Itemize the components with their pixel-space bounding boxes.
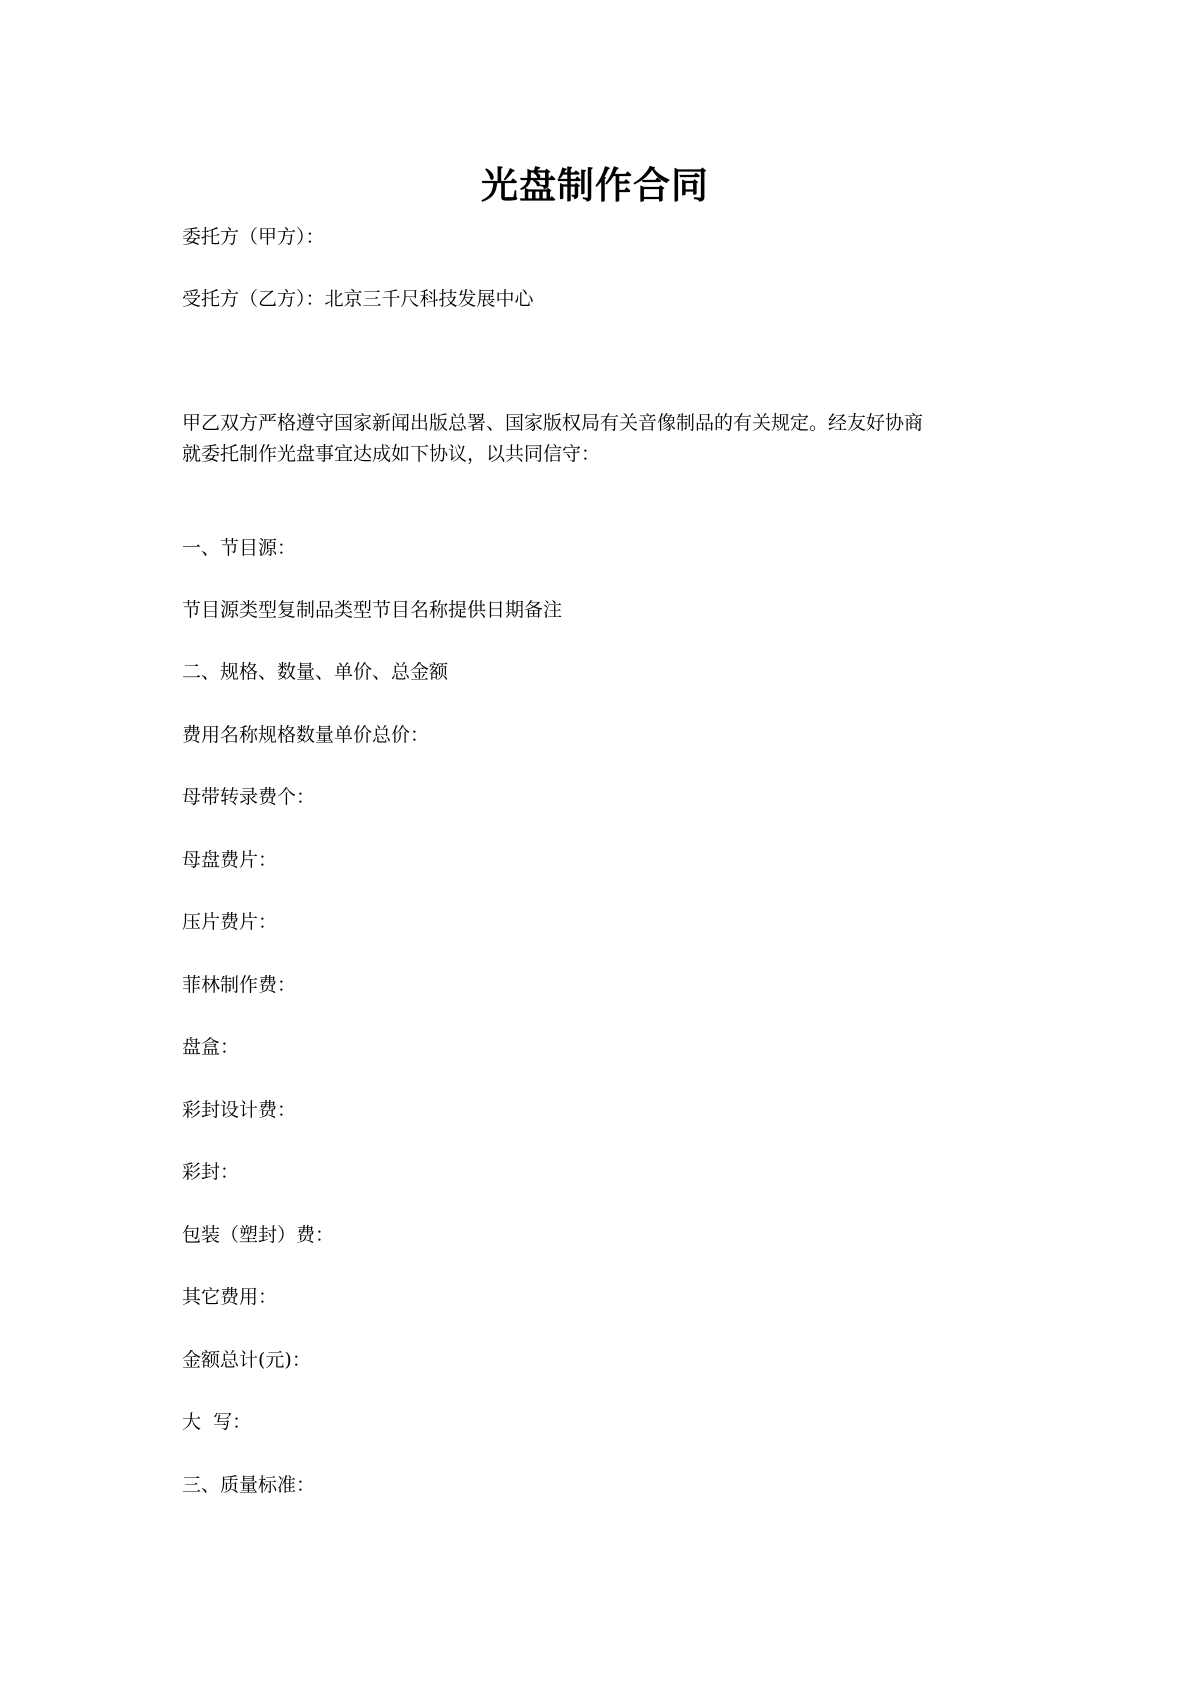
intro-line-2: 就委托制作光盘事宜达成如下协议，以共同信守： xyxy=(182,443,601,465)
party-b-line: 受托方（乙方）：北京三千尺科技发展中心 xyxy=(182,288,534,310)
section-2-heading: 二、规格、数量、单价、总金额 xyxy=(182,661,449,683)
fee-item-film: 菲林制作费： xyxy=(182,974,297,996)
section-1-columns: 节目源类型复制品类型节目名称提供日期备注 xyxy=(182,599,563,621)
fee-item-disc-case: 盘盒： xyxy=(182,1036,240,1058)
party-a-line: 委托方（甲方）： xyxy=(182,226,325,248)
intro-paragraph xyxy=(182,408,1022,470)
section-3-heading: 三、质量标准： xyxy=(182,1474,316,1496)
fee-total-amount: 金额总计(元)： xyxy=(182,1349,311,1371)
fee-total-uppercase: 大 写： xyxy=(182,1411,252,1433)
fee-item-pressing: 压片费片： xyxy=(182,911,278,933)
fee-item-packaging: 包装（塑封）费： xyxy=(182,1224,335,1246)
intro-line-1: 甲乙双方严格遵守国家新闻出版总署、国家版权局有关音像制品的有关规定。经友好协商 xyxy=(182,412,924,434)
section-1-heading: 一、节目源： xyxy=(182,537,297,559)
fee-item-other: 其它费用： xyxy=(182,1286,278,1308)
fee-item-cover-design: 彩封设计费： xyxy=(182,1099,297,1121)
document-title: 光盘制作合同 xyxy=(481,163,709,207)
section-2-columns: 费用名称规格数量单价总价： xyxy=(182,724,430,746)
fee-item-master-disc: 母盘费片： xyxy=(182,849,278,871)
fee-item-master-tape: 母带转录费个： xyxy=(182,786,316,808)
fee-item-cover: 彩封： xyxy=(182,1161,240,1183)
